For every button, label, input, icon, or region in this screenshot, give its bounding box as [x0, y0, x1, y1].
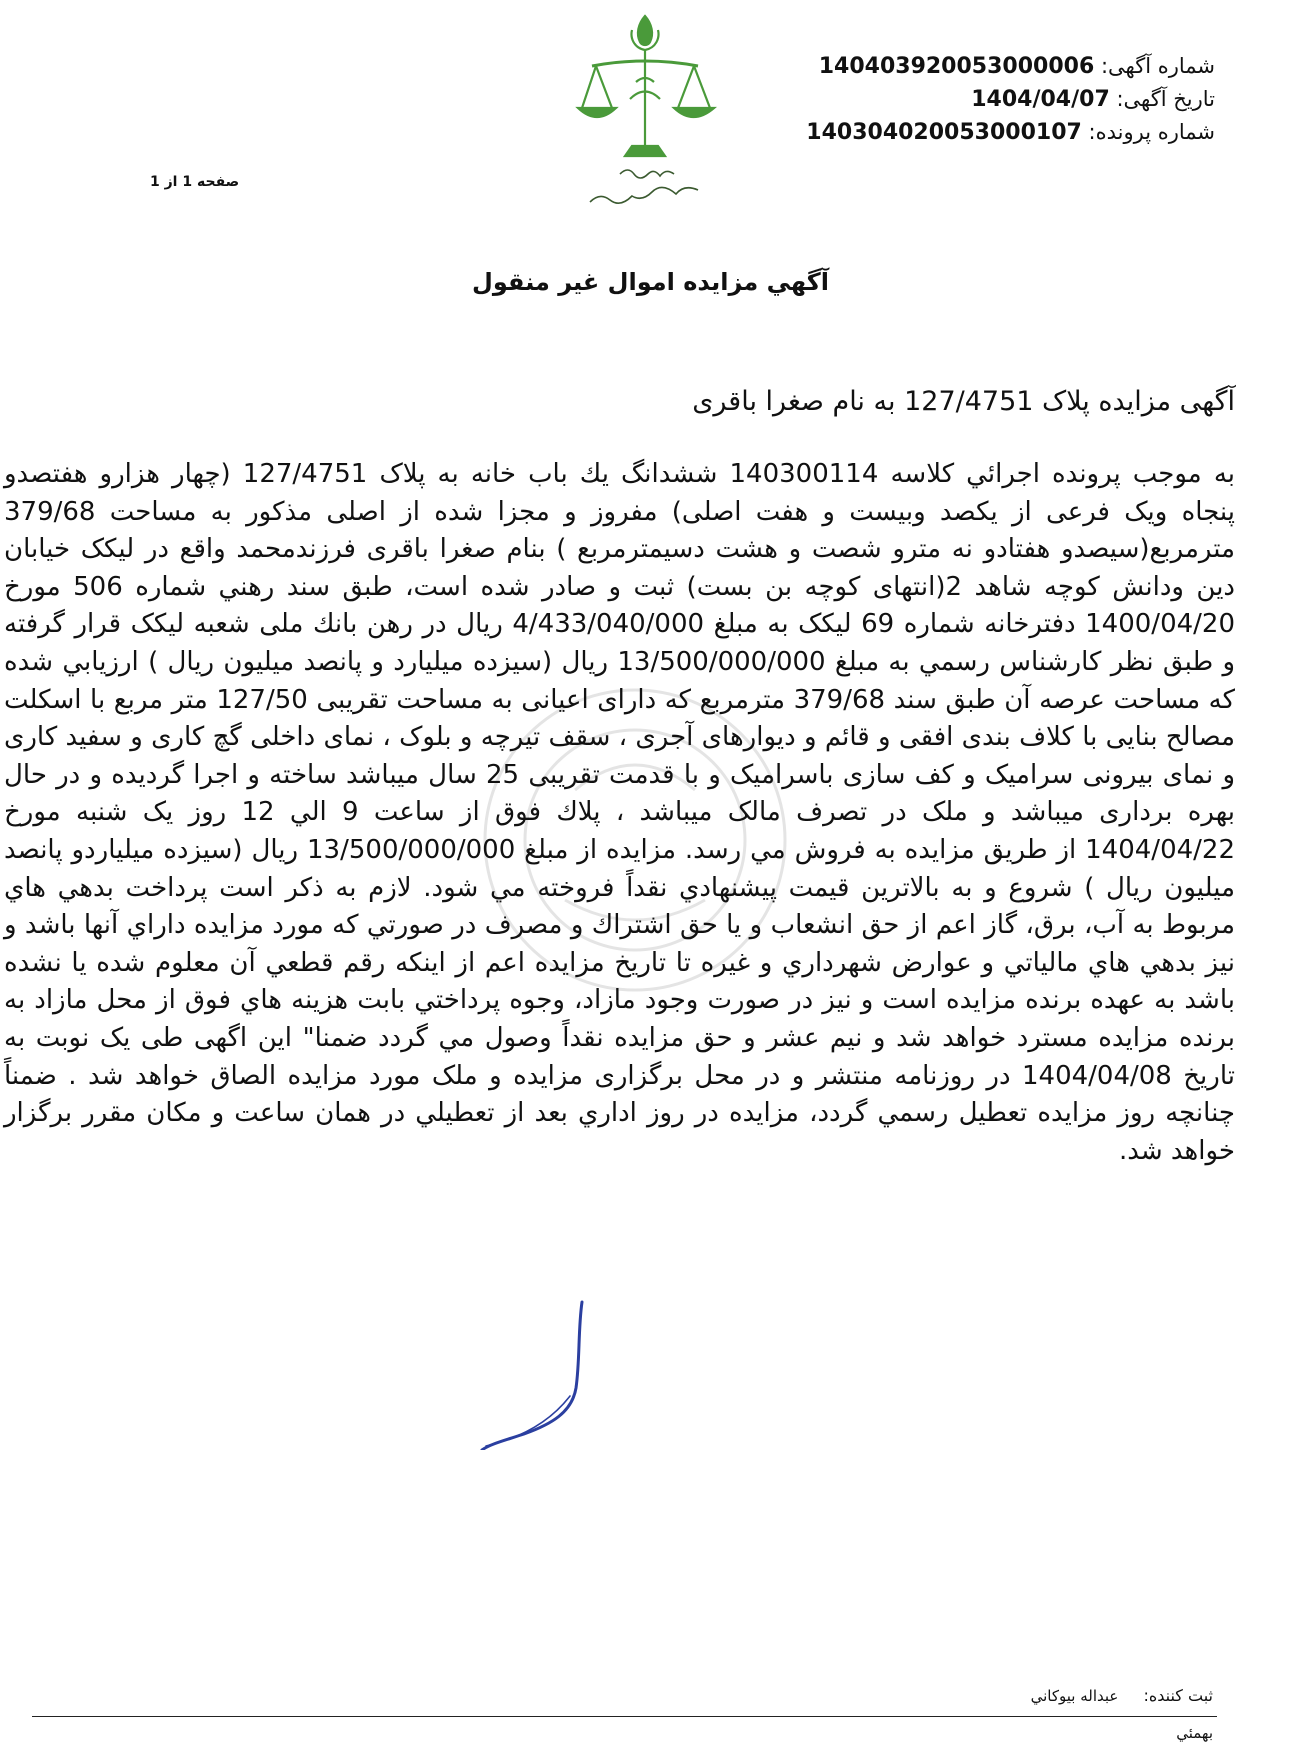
registrar-row	[1031, 1686, 1213, 1705]
handwritten-signature-icon	[480, 1300, 610, 1450]
document-title: آگهي مزايده اموال غير منقول	[472, 268, 829, 296]
registrar-name: عبداله بيوكاني	[1030, 1687, 1119, 1705]
page-count: صفحه 1 از 1	[150, 174, 240, 190]
case-number-row	[806, 116, 1215, 149]
judiciary-scales-emblem-icon	[570, 4, 720, 219]
notice-meta	[806, 50, 1215, 149]
case-number-label: شماره پرونده:	[1088, 120, 1215, 144]
notice-date-label: تاریخ آگهی:	[1116, 87, 1215, 111]
notice-body: به موجب پرونده اجرائي كلاسه 140300114 ششدانگ يك باب خانه به پلاک 127/4751 (چهار هزارو هفتصدو پنجاه ویک فرعی از یکصد وبیست و هفت اصلی) مفروز و مجزا شده از اصلی مذکور به مساحت 379/68 مترمربع(سیصدو هفتادو نه مترو شصت و هشت دسیمترمربع ) بنام صغرا باقری فرزندمحمد واقع در لیکک خیابان دین ودانش کوچه شاهد 2(انتهای کوچه بن بست) ثبت و صادر شده است، طبق سند رهني شماره 506 مورخ 1400/04/20 دفترخانه شماره 69 لیکک به مبلغ 4/433/040/000 ريال در رهن بانك ملی شعبه لیکک قرار گرفته و طبق نظر كارشناس رسمي به مبلغ 13/500/000/000 ريال (سیزده میلیارد و پانصد میلیون ریال ) ارزيابي شده كه مساحت عرصه آن طبق سند 379/68 مترمربع که دارای اعیانی به مساحت تقریبی 127/50 متر مربع با اسکلت مصالح بنایی با کلاف بندی افقی و قائم و دیوارهای آجری ، سقف تیرچه و بلوک ، نمای داخلی گچ کاری و سفید کاری و نمای بیرونی سرامیک و کف سازی باسرامیک و با قدمت تقریبی 25 سال میباشد ساخته و اجرا گردیده و در حال بهره برداری میباشد و ملک در تصرف مالک میباشد ، پلاك فوق از ساعت 9 الي 12 روز یک شنبه مورخ 1404/04/22 از طريق مزايده به فروش مي رسد. مزايده از مبلغ 13/500/000/000 ريال (سیزده میلیاردو پانصد میلیون ریال ) شروع و به بالاترين قيمت پيشنهادي نقداً فروخته مي شود. لازم به ذكر است پرداخت بدهي هاي مربوط به آب، برق، گاز اعم از حق انشعاب و يا حق اشتراك و مصرف در صورتي كه مورد مزايده داراي آنها باشد و نيز بدهي هاي مالياتي و عوارض شهرداري و غيره تا تاريخ مزايده اعم از اينكه رقم قطعي آن معلوم شده يا نشده باشد به عهده برنده مزايده است و نيز در صورت وجود مازاد، وجوه پرداختي بابت هزينه هاي فوق از محل مازاد به برنده مزايده مسترد خواهد شد و نیم عشر و حق مزایده نقداً وصول مي گردد ضمنا" این اگهی طی یک نوبت به تاریخ 1404/04/08 در روزنامه منتشر و در محل برگزاری مزایده و ملک مورد مزایده الصاق خواهد شد . ضمناً چنانچه روز مزايده تعطيل رسمي گردد، مزايده در روز اداري بعد از تعطيلي در همان ساعت و مكان مقرر برگزار خواهد شد.	[4, 459, 1236, 1166]
footer-second-line: بهمئي	[1176, 1724, 1213, 1742]
notice-date: 1404/04/07	[971, 87, 1110, 112]
notice-number-label: شماره آگهی:	[1100, 54, 1215, 78]
notice-number-row	[806, 50, 1215, 83]
footer-divider	[32, 1716, 1217, 1717]
registrar-label: ثبت کننده:	[1143, 1686, 1213, 1705]
notice-number: 140403920053000006	[818, 54, 1095, 79]
document-subtitle: آگهی مزایده پلاک 127/4751 به نام صغرا باقری	[692, 386, 1235, 417]
case-number: 140304020053000107	[806, 120, 1082, 145]
notice-date-row	[806, 83, 1215, 116]
